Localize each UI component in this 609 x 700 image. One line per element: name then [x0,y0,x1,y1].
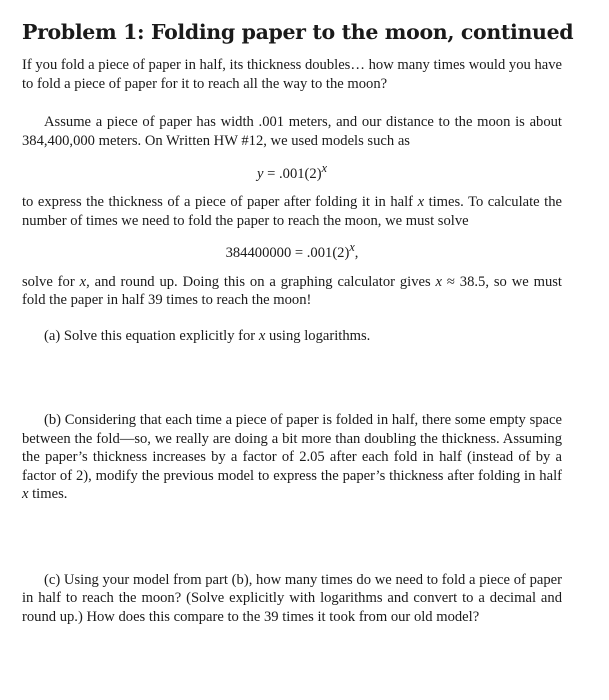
solution-text-2: , and round up. Doing this on a graphing calculator gives [86,273,436,290]
assumption-paragraph: Assume a piece of paper has width .001 meters, and our distance to the moon is about 384,400,000 meters. On Written HW #12, we used models such as [22,114,562,149]
solution-paragraph [22,273,562,310]
moon-equation [22,238,562,262]
part-a-var: x [258,327,266,344]
equation-exponent: x [321,161,327,175]
part-a-text-2: using logarithms. [265,327,371,344]
solution-text-3: ≈ 38.5, so we must fold the paper in half 39 times to reach the moon! [22,273,562,309]
solution-text-1: solve for [22,273,80,290]
thickness-paragraph [22,193,562,230]
part-b-text-1: (b) Considering that each time a piece of paper is folded in half, there some empty space between the fold—so, we really are doing a bit more than doubling the thickness. Assuming the paper’s thickness increases by a factor of 2.05 after each fold in half (instead of by a factor of 2), modify the previous model to express the paper’s thickness after folding in half [22,412,562,484]
part-b-text-2: times. [28,486,68,503]
part-c-question: (c) Using your model from part (b), how many times do we need to fold a piece of paper in half to reach the moon? (Solve explicitly with logarithms and convert to a decimal and round up.) How does this compare to the 39 times it took from our old model? [22,571,562,625]
thickness-text-1: to express the thickness of a piece of paper after folding it in half [22,194,418,211]
moon-equation-comma: , [354,245,359,262]
moon-equation-exponent: x [349,240,355,255]
equation-y-variable: y [257,165,264,182]
thickness-var: x [417,194,425,211]
moon-equation-lhs: 384400000 = .001(2) [225,245,350,262]
solution-var-1: x [79,273,87,290]
equation-rhs: = .001(2) [263,165,322,182]
part-b-var: x [22,486,29,503]
solution-var-2: x [435,273,443,290]
part-a-text-1: (a) Solve this equation explicitly for [44,327,259,344]
thickness-text-2: times. To calculate the number of times we need to fold the paper to reach the moon, we must solve [22,194,562,229]
problem-page [22,18,574,626]
problem-title: Problem 1: Folding paper to the moon, continued [22,20,574,44]
part-b-question [22,411,562,504]
intro-paragraph: If you fold a piece of paper in half, its thickness doubles… how many times would you have to fold a piece of paper for it to reach all the way to the moon? [22,57,562,92]
model-equation [22,159,562,183]
part-a-question [22,327,562,346]
